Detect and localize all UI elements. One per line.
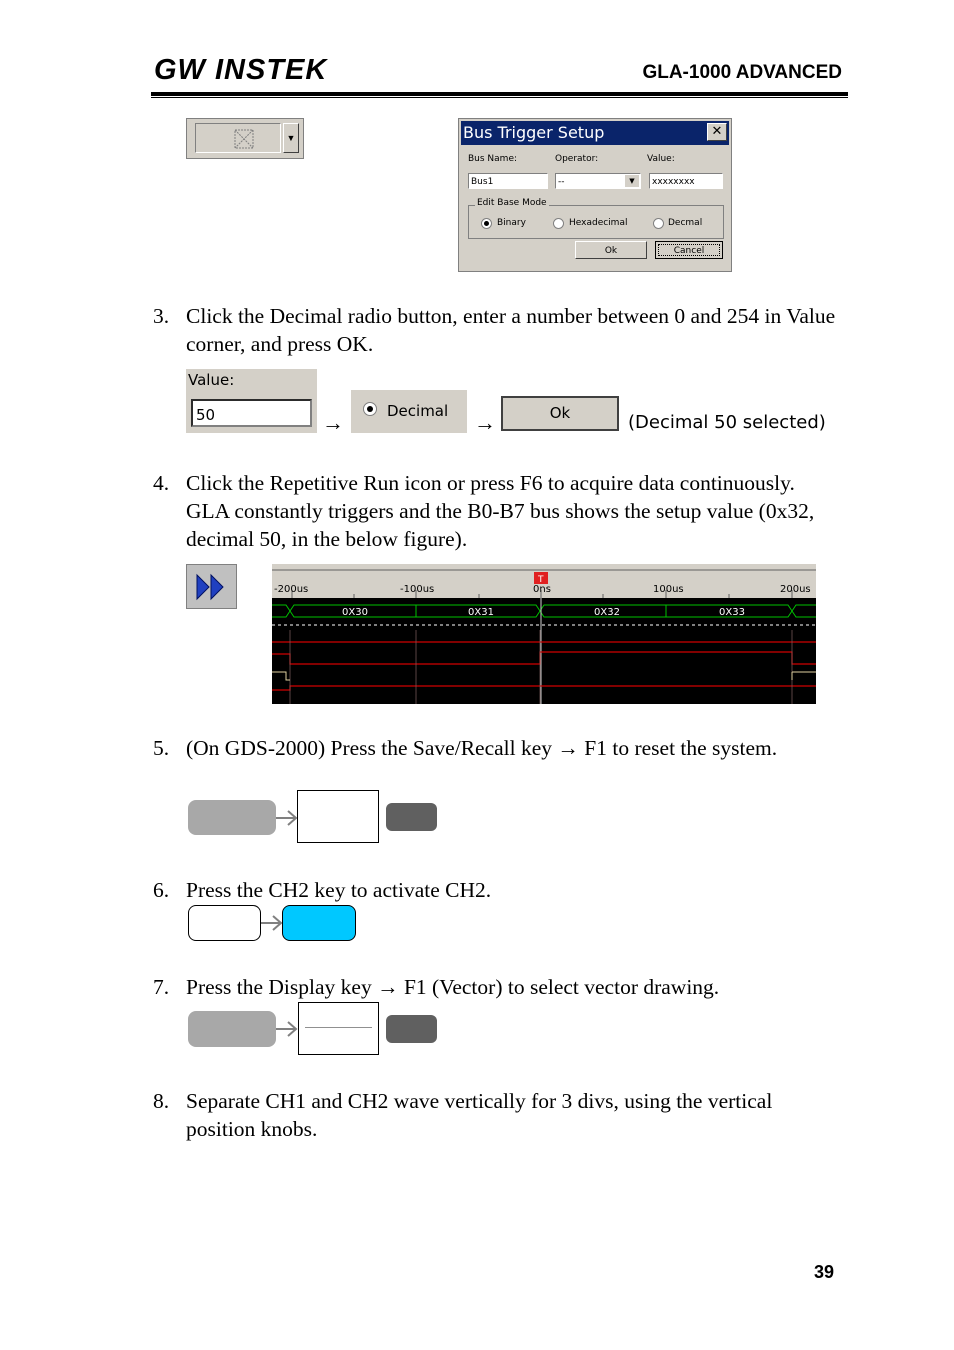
page-number: 39 [813, 1262, 834, 1282]
step-number: 6. [153, 878, 170, 902]
time-label: 200us [780, 584, 811, 595]
header-rule-thin [151, 97, 848, 98]
radio-binary-label: Binary [497, 218, 526, 228]
radio-decimal[interactable] [653, 218, 664, 229]
key-arrow-icon [276, 808, 298, 828]
dropdown-arrow-icon[interactable]: ▼ [283, 123, 299, 153]
time-label: 0ns [533, 584, 551, 595]
bus-value: 0X33 [719, 607, 745, 618]
edit-base-mode-group [468, 198, 724, 239]
vector-line-icon [305, 1027, 372, 1028]
waveform-display [272, 564, 816, 704]
arrow-right: → [474, 410, 496, 435]
radio-hexadecimal[interactable] [553, 218, 564, 229]
step-text: Separate CH1 and CH2 wave vertically for 3 divs, using the vertical position knobs. [186, 1089, 773, 1141]
bus-name-field[interactable]: Bus1 [468, 173, 548, 189]
operator-select[interactable] [555, 173, 641, 189]
ok-button[interactable]: Ok [575, 241, 647, 259]
step-number: 5. [153, 736, 170, 760]
radio-selected-icon [363, 402, 377, 416]
operator-combo[interactable] [195, 123, 281, 153]
bus-value: 0X32 [594, 607, 620, 618]
decimal-radio-panel[interactable] [351, 390, 467, 433]
step-text: Press the Display key → F1 (Vector) to select vector drawing. [186, 975, 720, 999]
dialog-titlebar [461, 121, 729, 145]
step-number: 7. [153, 975, 170, 999]
f1-key[interactable] [386, 803, 437, 831]
bus-trigger-setup-dialog [458, 118, 732, 272]
step-text: Click the Decimal radio button, enter a number between 0 and 254 in Value corner, and press OK. [186, 304, 836, 356]
key-arrow-icon [276, 1019, 298, 1039]
dont-care-icon [234, 129, 254, 149]
radio-binary[interactable] [481, 218, 492, 229]
chevron-down-icon[interactable]: ▼ [625, 175, 639, 187]
value-field[interactable]: xxxxxxxx [649, 173, 723, 189]
time-label: -200us [274, 584, 309, 595]
arrow-right: → [322, 410, 344, 435]
ok-button-label: Ok [549, 404, 571, 422]
radio-hexadecimal-label: Hexadecimal [569, 218, 628, 228]
f1-vector-softkey[interactable] [298, 1002, 379, 1055]
time-label: 100us [653, 584, 684, 595]
f1-key[interactable] [386, 1015, 437, 1043]
display-key[interactable] [188, 1011, 276, 1047]
save-recall-key[interactable] [188, 800, 276, 835]
f1-softkey-menu[interactable] [297, 790, 379, 843]
dialog-title: Bus Trigger Setup [463, 123, 605, 142]
decimal-radio-label: Decimal [387, 402, 449, 420]
ch2-key-off[interactable] [188, 905, 261, 941]
value-panel-label: Value: [188, 371, 235, 389]
operator-combo-screenshot [186, 118, 304, 159]
ok-button-large[interactable] [501, 396, 619, 431]
radio-decimal-label: Decmal [668, 218, 703, 228]
selection-note: (Decimal 50 selected) [628, 412, 826, 433]
value-input[interactable]: 50 [191, 399, 312, 427]
header-rule [151, 92, 848, 96]
operator-label: Operator: [555, 154, 599, 164]
key-arrow-icon [261, 913, 283, 933]
cancel-button[interactable]: Cancel [655, 241, 723, 259]
ch2-key-on[interactable] [282, 905, 356, 941]
value-label: Value: [647, 154, 675, 164]
brand-logo: GW INSTEK [154, 54, 328, 86]
bus-name-label: Bus Name: [468, 154, 518, 164]
doc-title: GLA-1000 ADVANCED [642, 62, 842, 83]
trigger-marker-label: T [538, 575, 544, 585]
time-label: -100us [400, 584, 435, 595]
value-panel [186, 369, 317, 433]
repetitive-run-icon[interactable] [186, 564, 237, 609]
close-icon[interactable]: ✕ [707, 123, 727, 141]
step-text: Click the Repetitive Run icon or press F6 to acquire data continuously. GLA constantly triggers and the B0-B7 bus shows the setup value (0x32, decimal 50, in the below figure). [186, 471, 815, 551]
step-text: Press the CH2 key to activate CH2. [186, 878, 492, 902]
step-text: (On GDS-2000) Press the Save/Recall key → F1 to reset the system. [186, 736, 778, 760]
fast-forward-icon [187, 565, 236, 608]
step-number: 4. [153, 471, 170, 495]
step-number: 3. [153, 304, 170, 328]
step-number: 8. [153, 1089, 170, 1113]
edit-base-mode-title: Edit Base Mode [477, 198, 547, 208]
bus-value: 0X30 [342, 607, 368, 618]
operator-select-value: -- [558, 177, 565, 187]
bus-value: 0X31 [468, 607, 494, 618]
